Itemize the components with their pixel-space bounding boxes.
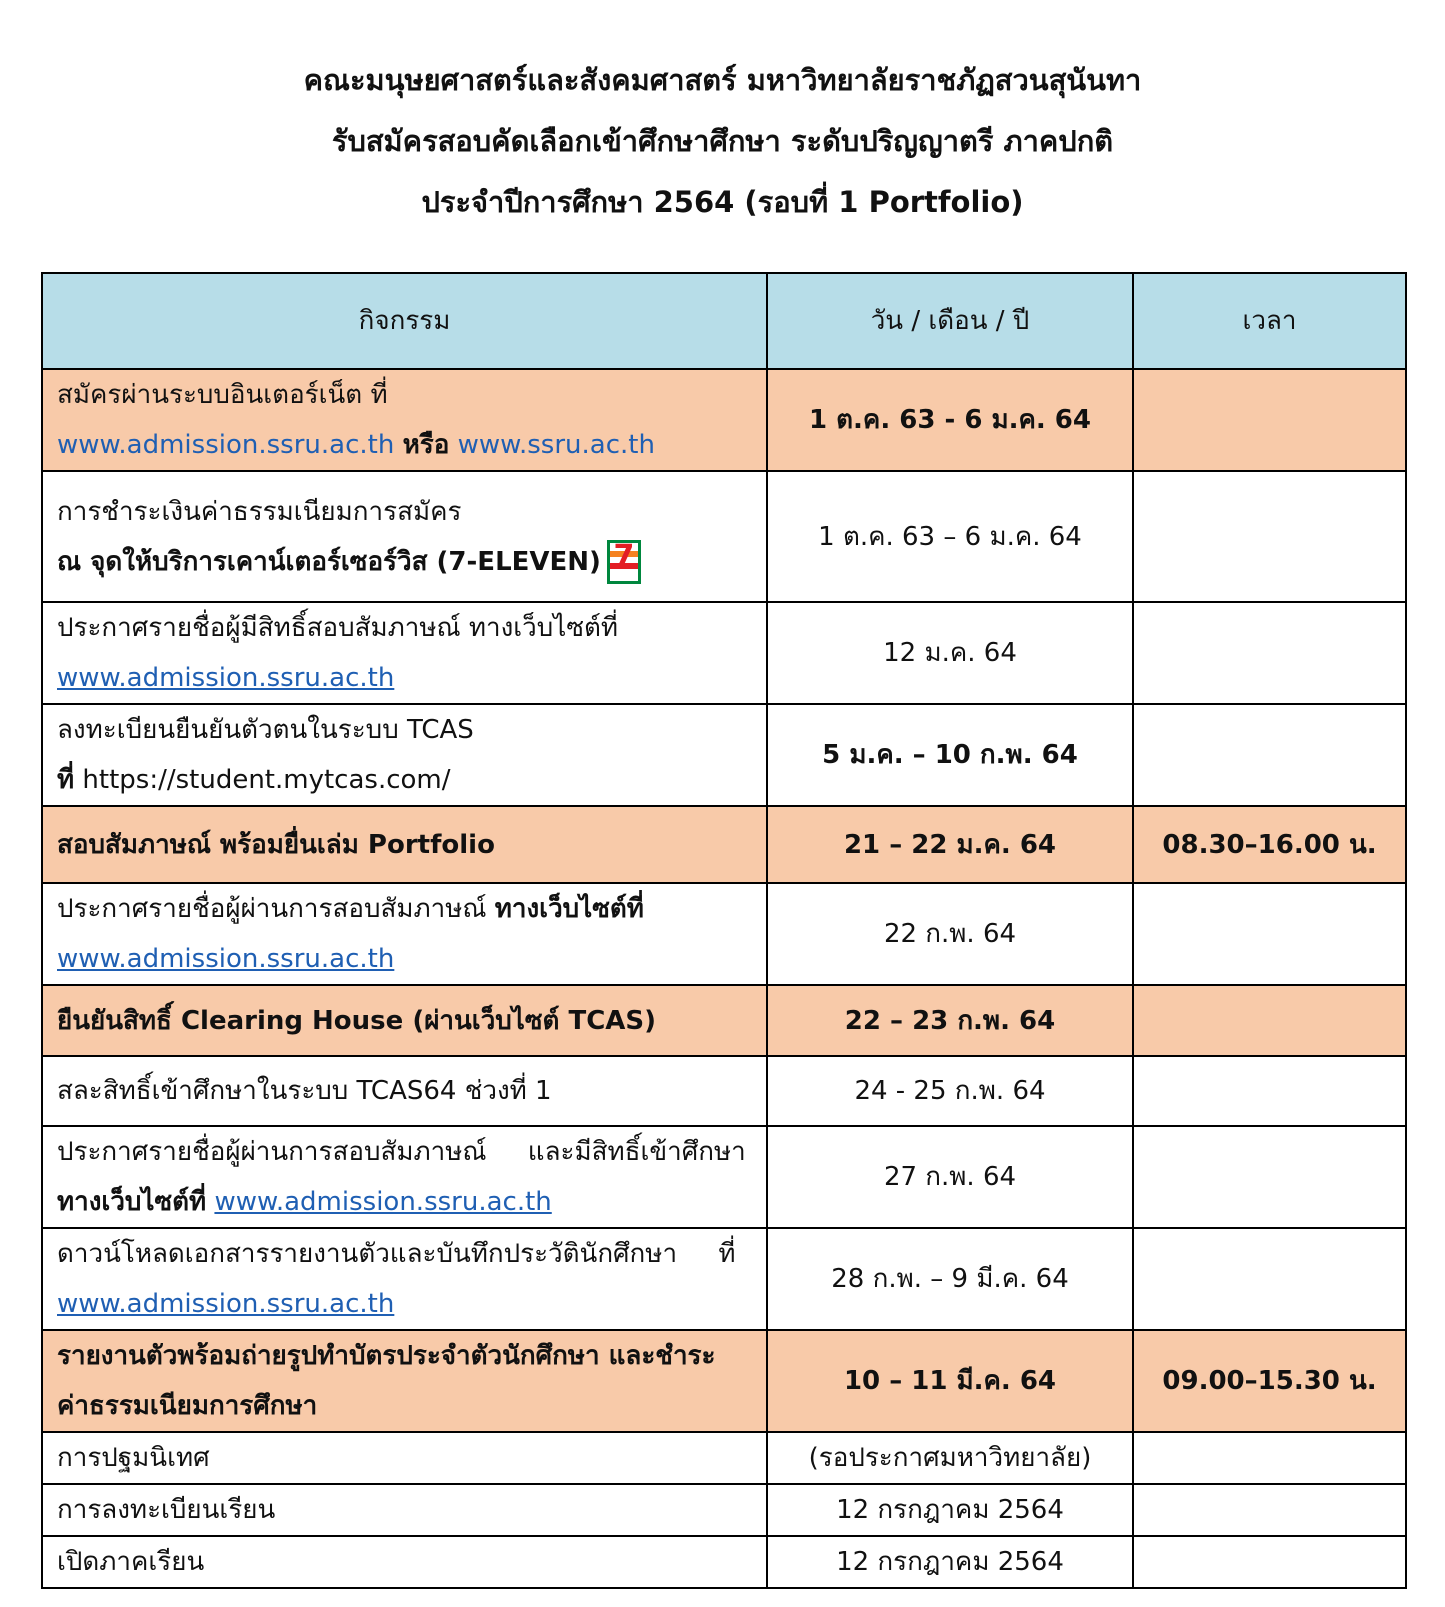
table-row (42, 369, 1406, 471)
document-header (0, 50, 1445, 233)
table-row (42, 1484, 1406, 1536)
table-row (42, 806, 1406, 883)
activity-cell (42, 602, 767, 704)
admission-link[interactable]: www.admission.ssru.ac.th (57, 1289, 395, 1319)
admission-link[interactable]: www.admission.ssru.ac.th (214, 1187, 552, 1217)
date-cell: 27 ก.พ. 64 (767, 1126, 1133, 1228)
title-line-1: คณะมนุษยศาสตร์และสังคมศาสตร์ มหาวิทยาลัยราชภัฏสวนสุนันทา (303, 63, 1142, 97)
date-cell: 22 – 23 ก.พ. 64 (767, 985, 1133, 1056)
column-header-date: วัน / เดือน / ปี (767, 273, 1133, 369)
date-cell: 10 – 11 มี.ค. 64 (767, 1330, 1133, 1432)
activity-text: สมัครผ่านระบบอินเตอร์เน็ต ที่ (57, 380, 388, 410)
table-row (42, 1126, 1406, 1228)
admission-url[interactable]: www.admission.ssru.ac.th (57, 430, 395, 460)
date-cell: 22 ก.พ. 64 (767, 883, 1133, 985)
time-cell: 09.00–15.30 น. (1133, 1330, 1406, 1432)
activity-cell: เปิดภาคเรียน (42, 1536, 767, 1588)
date-cell: 12 กรกฎาคม 2564 (767, 1484, 1133, 1536)
activity-cell: ยืนยันสิทธิ์ Clearing House (ผ่านเว็บไซต์ TCAS) (42, 985, 767, 1056)
activity-text: ประกาศรายชื่อผู้มีสิทธิ์สอบสัมภาษณ์ ทางเว็บไซต์ที่ (57, 613, 619, 643)
table-row (42, 883, 1406, 985)
table-row (42, 985, 1406, 1056)
time-cell (1133, 1536, 1406, 1588)
time-cell (1133, 471, 1406, 602)
date-cell: 12 ม.ค. 64 (767, 602, 1133, 704)
time-cell (1133, 883, 1406, 985)
table-row (42, 1228, 1406, 1330)
column-header-time: เวลา (1133, 273, 1406, 369)
time-cell (1133, 985, 1406, 1056)
activity-cell (42, 704, 767, 806)
table-header-row (42, 273, 1406, 369)
date-cell: 1 ต.ค. 63 - 6 ม.ค. 64 (767, 369, 1133, 471)
activity-cell (42, 1330, 767, 1432)
date-cell: 5 ม.ค. – 10 ก.พ. 64 (767, 704, 1133, 806)
mytcas-url[interactable]: https://student.mytcas.com/ (74, 765, 451, 795)
or-text: หรือ (402, 430, 450, 460)
table-row (42, 1536, 1406, 1588)
date-cell: 28 ก.พ. – 9 มี.ค. 64 (767, 1228, 1133, 1330)
activity-text: ดาวน์โหลดเอกสารรายงานตัวและบันทึกประวัตินักศึกษา ที่ (57, 1239, 736, 1269)
time-cell (1133, 602, 1406, 704)
activity-cell (42, 883, 767, 985)
title-line-2: รับสมัครสอบคัดเลือกเข้าศึกษาศึกษา ระดับปริญญาตรี ภาคปกติ (331, 124, 1114, 158)
activity-cell (42, 369, 767, 471)
table-row (42, 1330, 1406, 1432)
date-cell: (รอประกาศมหาวิทยาลัย) (767, 1432, 1133, 1484)
table-row (42, 704, 1406, 806)
time-cell (1133, 369, 1406, 471)
activity-cell: สละสิทธิ์เข้าศึกษาในระบบ TCAS64 ช่วงที่ 1 (42, 1056, 767, 1126)
date-cell: 1 ต.ค. 63 – 6 ม.ค. 64 (767, 471, 1133, 602)
schedule-table (41, 272, 1407, 1589)
counter-service-text: ณ จุดให้บริการเคาน์เตอร์เซอร์วิส (7-ELEVEN) (57, 546, 601, 577)
activity-cell: การปฐมนิเทศ (42, 1432, 767, 1484)
time-cell: 08.30–16.00 น. (1133, 806, 1406, 883)
activity-text: ประกาศรายชื่อผู้ผ่านการสอบสัมภาษณ์ ทางเว็บไซต์ที่ (57, 894, 644, 924)
activity-cell (42, 1228, 767, 1330)
time-cell (1133, 1126, 1406, 1228)
activity-cell: สอบสัมภาษณ์ พร้อมยื่นเล่ม Portfolio (42, 806, 767, 883)
table-row (42, 602, 1406, 704)
date-cell: 12 กรกฎาคม 2564 (767, 1536, 1133, 1588)
time-cell (1133, 1432, 1406, 1484)
date-cell: 24 - 25 ก.พ. 64 (767, 1056, 1133, 1126)
activity-text-2 (57, 537, 752, 587)
activity-urls (57, 420, 752, 470)
activity-cell: ประกาศรายชื่อผู้ผ่านการสอบสัมภาษณ์ และมีสิทธิ์เข้าศึกษา ทางเว็บไซต์ที่ www.admission.ssru.ac.th (42, 1126, 767, 1228)
activity-cell: การลงทะเบียนเรียน (42, 1484, 767, 1536)
table-row (42, 1432, 1406, 1484)
time-cell (1133, 1228, 1406, 1330)
date-cell: 21 – 22 ม.ค. 64 (767, 806, 1133, 883)
ssru-url[interactable]: www.ssru.ac.th (457, 430, 655, 460)
activity-text: รายงานตัวพร้อมถ่ายรูปทำบัตรประจำตัวนักศึกษา และชำระ (57, 1341, 716, 1371)
activity-text-2: ค่าธรรมเนียมการศึกษา (57, 1391, 318, 1421)
table-row (42, 1056, 1406, 1126)
admission-link[interactable]: www.admission.ssru.ac.th (57, 944, 395, 974)
activity-cell (42, 471, 767, 602)
activity-text-2: ที่ https://student.mytcas.com/ (57, 765, 451, 795)
admission-link[interactable]: www.admission.ssru.ac.th (57, 663, 395, 693)
time-cell (1133, 1056, 1406, 1126)
activity-text: ลงทะเบียนยืนยันตัวตนในระบบ TCAS (57, 715, 474, 745)
7-eleven-logo-icon: 7 (607, 540, 641, 584)
table-row (42, 471, 1406, 602)
activity-text: ประกาศรายชื่อผู้ผ่านการสอบสัมภาษณ์ และมีสิทธิ์เข้าศึกษา (57, 1137, 746, 1167)
activity-text: การชำระเงินค่าธรรมเนียมการสมัคร (57, 496, 462, 527)
column-header-activity: กิจกรรม (42, 273, 767, 369)
time-cell (1133, 1484, 1406, 1536)
time-cell (1133, 704, 1406, 806)
title-line-3: ประจำปีการศึกษา 2564 (รอบที่ 1 Portfolio) (421, 185, 1024, 219)
